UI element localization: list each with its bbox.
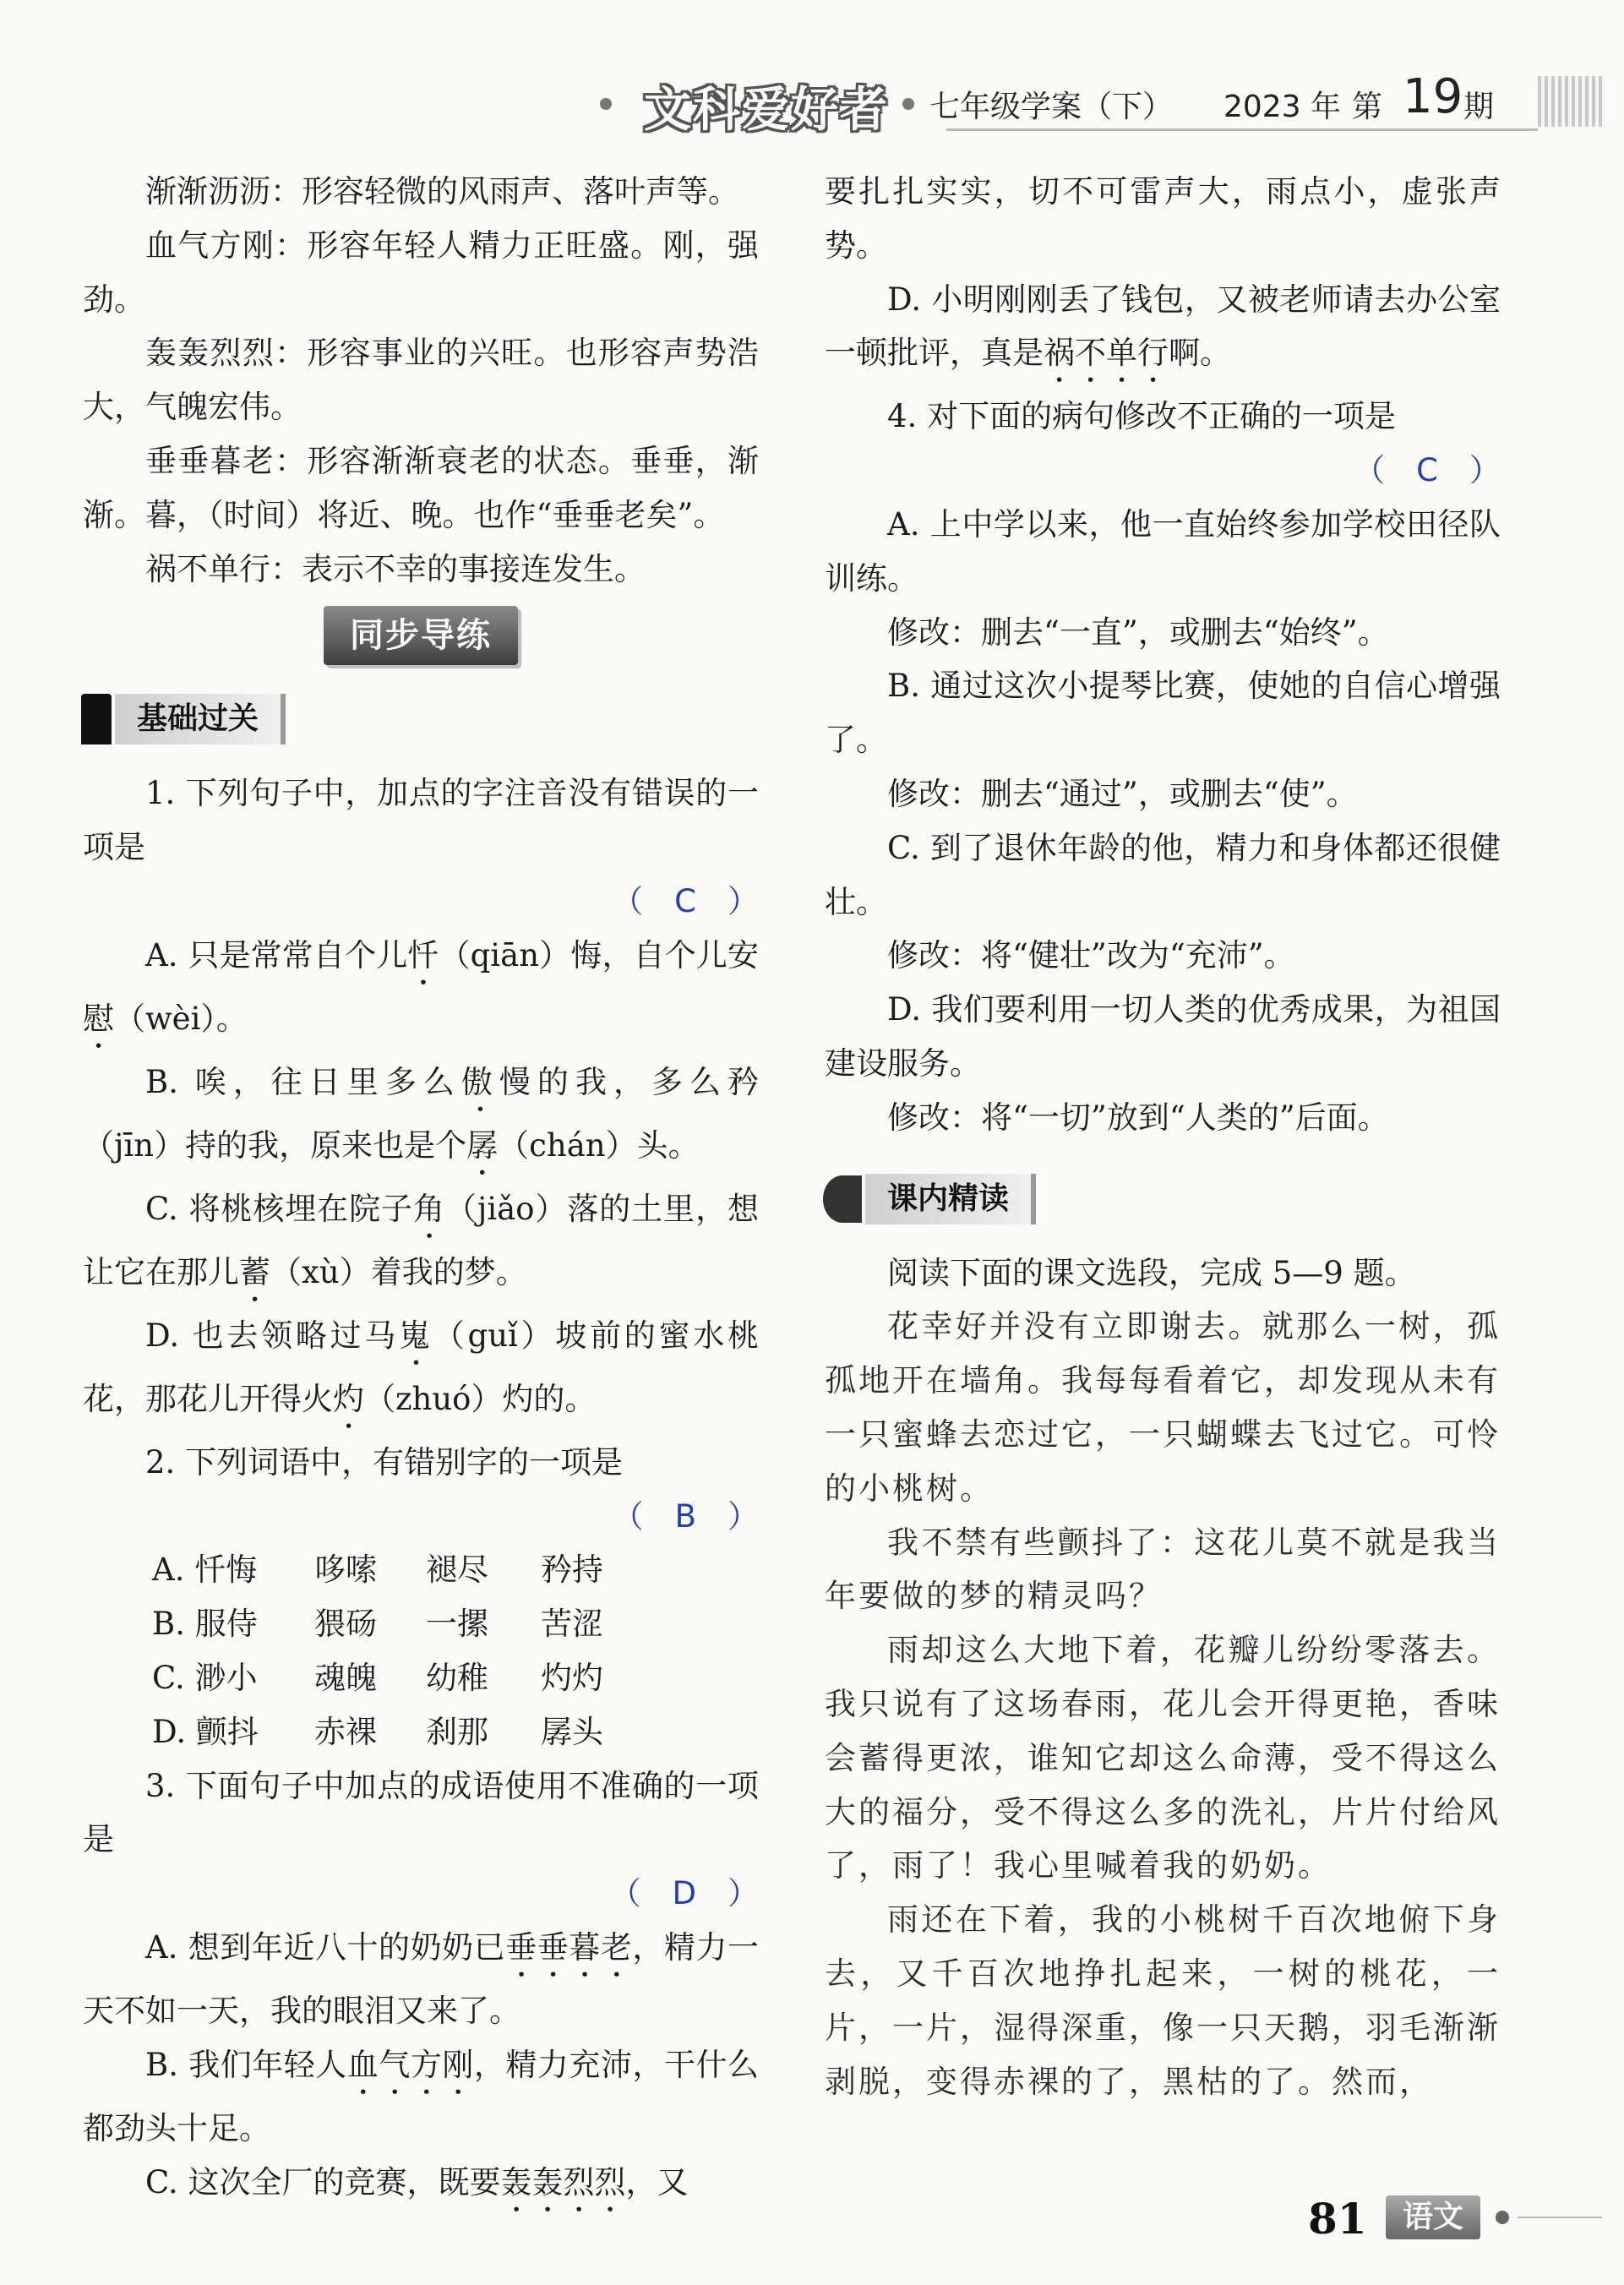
question-1-option-c: C. 将桃核埋在院子角（jiǎo）落的土里，想让它在那儿蓄（xù）着我的梦。: [83, 1190, 760, 1290]
question-1-stem: 1. 下列句子中，加点的字注音没有错误的一项是 （ C ）: [83, 766, 759, 928]
question-1-option-d: D. 也去领略过马嵬（guǐ）坡前的蜜水桃花，那花儿开得火灼（zhuó）灼的。: [83, 1317, 760, 1417]
question-4-item: 修改：删去“通过”，或删去“使”。: [887, 775, 1358, 812]
page-header: [591, 71, 1597, 137]
year-label: 2023 年: [1223, 90, 1342, 124]
book-icon: [823, 1175, 862, 1223]
option-row: B. 服侍 猥砀 一摞 苦涩: [152, 1606, 603, 1643]
issue-prefix: 第: [1352, 90, 1383, 124]
question-2-stem: 2. 下列词语中，有错别字的一项是 （ B ）: [83, 1436, 759, 1544]
bullet-icon: [1496, 2211, 1509, 2224]
question-4-item: D. 我们要利用一切人类的优秀成果，为祖国建设服务。: [825, 991, 1501, 1082]
right-column: [825, 165, 1501, 2108]
magazine-brand: 文科爱好者: [644, 83, 889, 138]
reading-intro: 阅读下面的课文选段，完成 5—9 题。: [887, 1254, 1416, 1291]
grade-label: 七年级学案（下）: [929, 90, 1174, 124]
section-label: 基础过关: [115, 694, 286, 744]
question-4-item: 修改：将“健壮”改为“充沛”。: [887, 937, 1295, 974]
answer-badge: （ D ）: [609, 1875, 759, 1912]
section-basic: [81, 694, 759, 744]
bullet-icon: [902, 98, 914, 110]
question-4-item: 修改：将“一切”放到“人类的”后面。: [887, 1099, 1389, 1136]
option-row: C. 渺小 魂魄 幼稚 灼灼: [152, 1659, 603, 1696]
passage-paragraph: 花幸好并没有立即谢去。就那么一树，孤孤地开在墙角。我每每看着它，却发现从未有一只蜜蜂去恋过它，一只蝴蝶去飞过它。可怜的小桃树。: [825, 1308, 1501, 1507]
answer-badge: （ C ）: [612, 882, 759, 919]
question-3-option-a: A. 想到年近八十的奶奶已垂垂暮老，精力一天不如一天，我的眼泪又来了。: [83, 1928, 759, 2029]
header-stripes: [1538, 76, 1605, 127]
bullet-icon: [600, 98, 612, 110]
glossary-item: 祸不单行：表示不幸的事接连发生。: [145, 550, 646, 587]
question-4-item: B. 通过这次小提琴比赛，使她的自信心增强了。: [825, 668, 1501, 759]
question-2-options: [83, 1543, 759, 1759]
page-number: 81: [1308, 2194, 1367, 2244]
question-3-option-d: D. 小明刚刚丢了钱包，又被老师请去办公室一顿批评，真是祸不单行啊。: [825, 281, 1501, 372]
header-rule: [946, 128, 1538, 131]
question-4-stem: 4. 对下面的病句修改不正确的一项是 （ C ）: [825, 390, 1501, 498]
answer-badge: （ B ）: [612, 1497, 759, 1535]
section-title-sync-practice: 同步导练: [324, 606, 518, 665]
option-row: D. 颤抖 赤裸 刹那 孱头: [152, 1713, 603, 1750]
issue-number: 19: [1403, 69, 1463, 124]
question-1-option-a: A. 只是常常自个儿忏（qiān）悔，自个儿安慰（wèi）。: [83, 936, 759, 1037]
glossary-item: 轰轰烈烈：形容事业的兴旺。也形容声势浩大，气魄宏伟。: [83, 335, 759, 426]
question-4-item: C. 到了退休年龄的他，精力和身体都还很健壮。: [825, 829, 1501, 920]
issue-suffix: 期: [1463, 90, 1495, 124]
mountain-icon: [81, 694, 112, 744]
subject-tag: 语文: [1386, 2195, 1480, 2239]
left-column: [83, 165, 759, 2219]
footer-rule: [1518, 2217, 1602, 2218]
section-label: 课内精读: [865, 1174, 1036, 1224]
option-row: A. 忏悔 哆嗦 褪尽 矜持: [152, 1552, 603, 1589]
question-4-item: A. 上中学以来，他一直始终参加学校田径队训练。: [825, 505, 1501, 597]
glossary-item: 血气方刚：形容年轻人精力正旺盛。刚，强劲。: [83, 226, 759, 318]
answer-badge: （ C ）: [1354, 452, 1501, 489]
question-3-option-b: B. 我们年轻人血气方刚，精力充沛，干什么都劲头十足。: [83, 2046, 759, 2146]
section-reading: [823, 1174, 1501, 1224]
glossary-item: 渐渐沥沥：形容轻微的风雨声、落叶声等。: [145, 173, 739, 210]
question-4-item: 修改：删去“一直”，或删去“始终”。: [887, 614, 1389, 651]
passage-paragraph: 雨还在下着，我的小桃树千百次地俯下身去，又千百次地挣扎起来，一树的桃花，一片，一片，湿得深重，像一只天鹅，羽毛渐渐剥脱，变得赤裸的了，黑枯的了。然而，: [825, 1901, 1501, 2100]
question-3-continued: 要扎扎实实，切不可雷声大，雨点小，虚张声势。: [825, 173, 1501, 264]
question-3-option-c: C. 这次全厂的竞赛，既要轰轰烈烈，又: [145, 2163, 689, 2200]
glossary-item: 垂垂暮老：形容渐渐衰老的状态。垂垂，渐渐。暮，（时间）将近、晚。也作“垂垂老矣”。: [83, 442, 759, 533]
passage-paragraph: 我不禁有些颤抖了：这花儿莫不就是我当年要做的梦的精灵吗？: [825, 1524, 1501, 1615]
question-1-option-b: B. 唉，往日里多么傲慢的我，多么矜（jīn）持的我，原来也是个孱（chán）头。: [83, 1063, 760, 1164]
passage-paragraph: 雨却这么大地下着，花瓣儿纷纷零落去。我只说有了这场春雨，花儿会开得更艳，香味会蓄得更浓，谁知它却这么命薄，受不得这么大的福分，受不得这么多的洗礼，片片付给风了，雨了！我心里喊着我的奶奶。: [825, 1632, 1501, 1884]
question-3-stem: 3. 下面句子中加点的成语使用不准确的一项是 （ D ）: [83, 1759, 759, 1921]
